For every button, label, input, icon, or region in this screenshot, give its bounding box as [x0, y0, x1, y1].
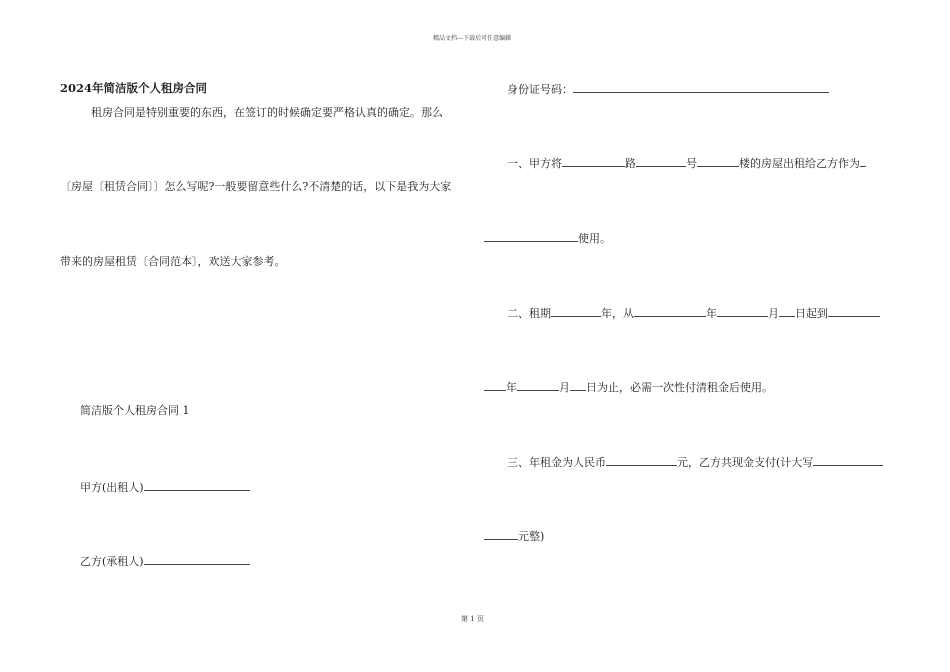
clause-1-text-d: 楼的房屋出租给乙方作为: [739, 157, 860, 170]
clause-1-text-c: 号: [686, 157, 697, 170]
clause-2-text-b: 年，从: [601, 307, 634, 320]
id-number-line: [507, 81, 829, 97]
purpose-blank-start: [860, 155, 866, 167]
start-year-blank: [634, 305, 706, 317]
number-blank: [636, 155, 686, 167]
end-month-blank: [517, 379, 559, 391]
clause-2-text-g: 月: [559, 381, 570, 394]
clause-3-text-b: 元，乙方共现金支付(计大写: [677, 456, 814, 469]
section-heading: 简洁版个人租房合同 1: [80, 404, 190, 417]
party-a-blank: [144, 479, 250, 491]
clause-3-text-c: 元整): [518, 530, 545, 543]
clause-1-line-2: [484, 230, 611, 246]
page-header: 精品文档---下载后可任意编辑: [433, 35, 512, 42]
clause-2-text-e: 日起到: [795, 307, 828, 320]
party-b-line: [80, 553, 250, 569]
document-title: 2024年简洁版个人租房合同: [60, 81, 208, 95]
rent-words-blank: [484, 528, 518, 540]
id-number-blank: [573, 81, 829, 93]
road-blank: [562, 155, 625, 167]
clause-2-line-2: [484, 379, 773, 395]
intro-line-2: 〔房屋〔租赁合同〕〕怎么写呢?一般要留意些什么?不清楚的话，以下是我为大家: [60, 180, 452, 193]
party-a-label: 甲方(出租人): [80, 481, 144, 494]
end-year-blank-start: [828, 305, 880, 317]
page-footer: 第 1 页: [461, 615, 484, 623]
clause-3-text-a: 三、年租金为人民币: [507, 456, 606, 469]
purpose-blank: [484, 230, 578, 242]
building-blank: [697, 155, 739, 167]
clause-3-line-2: [484, 528, 544, 544]
end-year-blank: [484, 379, 506, 391]
intro-line-3: 带来的房屋租赁〔合同范本〕，欢送大家参考。: [60, 255, 286, 268]
clause-1-line-1: [507, 155, 866, 171]
start-day-blank: [779, 305, 795, 317]
end-day-blank: [570, 379, 586, 391]
clause-3-line-1: [507, 454, 883, 470]
clause-1-text-e: 使用。: [578, 232, 611, 245]
party-a-line: [80, 479, 250, 495]
intro-line-1: 租房合同是特别重要的东西，在签订的时候确定要严格认真的确定。那么: [91, 106, 443, 119]
rent-amount-blank: [606, 454, 677, 466]
party-b-label: 乙方(承租人): [80, 555, 144, 568]
party-b-blank: [144, 553, 250, 565]
start-month-blank: [717, 305, 768, 317]
id-number-label: 身份证号码：: [507, 83, 573, 96]
clause-2-text-h: 日为止，必需一次性付清租金后使用。: [586, 381, 773, 394]
clause-2-line-1: [507, 305, 880, 321]
clause-1-text-b: 路: [625, 157, 636, 170]
clause-1-text-a: 一、甲方将: [507, 157, 562, 170]
rent-words-blank-start: [813, 454, 883, 466]
clause-2-text-f: 年: [506, 381, 517, 394]
term-years-blank: [551, 305, 601, 317]
clause-2-text-d: 月: [768, 307, 779, 320]
clause-2-text-c: 年: [706, 307, 717, 320]
clause-2-text-a: 二、租期: [507, 307, 551, 320]
